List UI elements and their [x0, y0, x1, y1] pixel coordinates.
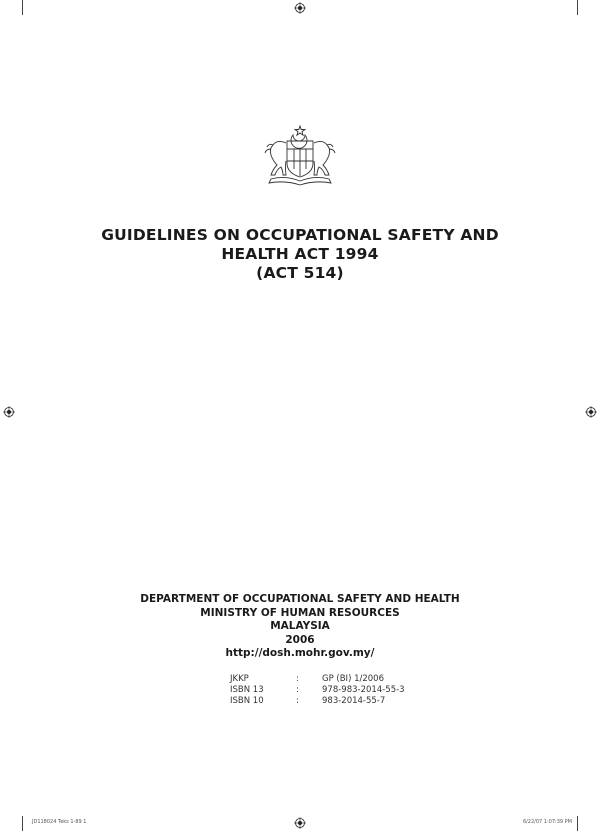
publication-metadata — [230, 674, 405, 707]
publication-year: 2006 — [285, 633, 315, 646]
publisher-ministry: MINISTRY OF HUMAN RESOURCES — [200, 606, 400, 619]
print-slug-right: 6/22/07 1:07:39 PM — [522, 819, 572, 825]
meta-label: ISBN 10 — [230, 696, 264, 706]
registration-mark-left-icon — [3, 406, 15, 418]
malaysia-coat-of-arms-icon — [259, 125, 341, 187]
meta-row-jkkp — [230, 674, 405, 685]
meta-label: ISBN 13 — [230, 685, 264, 695]
document-title-line-1: GUIDELINES ON OCCUPATIONAL SAFETY AND — [101, 226, 499, 244]
registration-mark-right-icon — [585, 406, 597, 418]
document-title-line-3: (ACT 514) — [256, 264, 344, 282]
meta-value: 978-983-2014-55-3 — [322, 685, 405, 695]
meta-value: GP (BI) 1/2006 — [322, 674, 384, 684]
meta-separator: : — [296, 685, 299, 695]
meta-row-isbn-10 — [230, 696, 405, 707]
print-slug-left: JD118024 Teks 1-89 1 — [32, 819, 87, 825]
publisher-department: DEPARTMENT OF OCCUPATIONAL SAFETY AND HEALTH — [140, 593, 460, 605]
meta-separator: : — [296, 674, 299, 684]
publisher-url: http://dosh.mohr.gov.my/ — [225, 647, 375, 659]
meta-label: JKKP — [230, 674, 249, 684]
meta-row-isbn-13 — [230, 685, 405, 696]
registration-mark-top-icon — [294, 2, 306, 14]
meta-separator: : — [296, 696, 299, 706]
crop-mark-top-right — [577, 0, 578, 15]
crop-mark-top-left — [22, 0, 23, 15]
document-title-line-2: HEALTH ACT 1994 — [221, 245, 379, 263]
crop-mark-bottom-right — [577, 816, 578, 831]
meta-value: 983-2014-55-7 — [322, 696, 386, 706]
crop-mark-bottom-left — [22, 816, 23, 831]
publisher-country: MALAYSIA — [270, 620, 330, 632]
registration-mark-bottom-icon — [294, 817, 306, 829]
